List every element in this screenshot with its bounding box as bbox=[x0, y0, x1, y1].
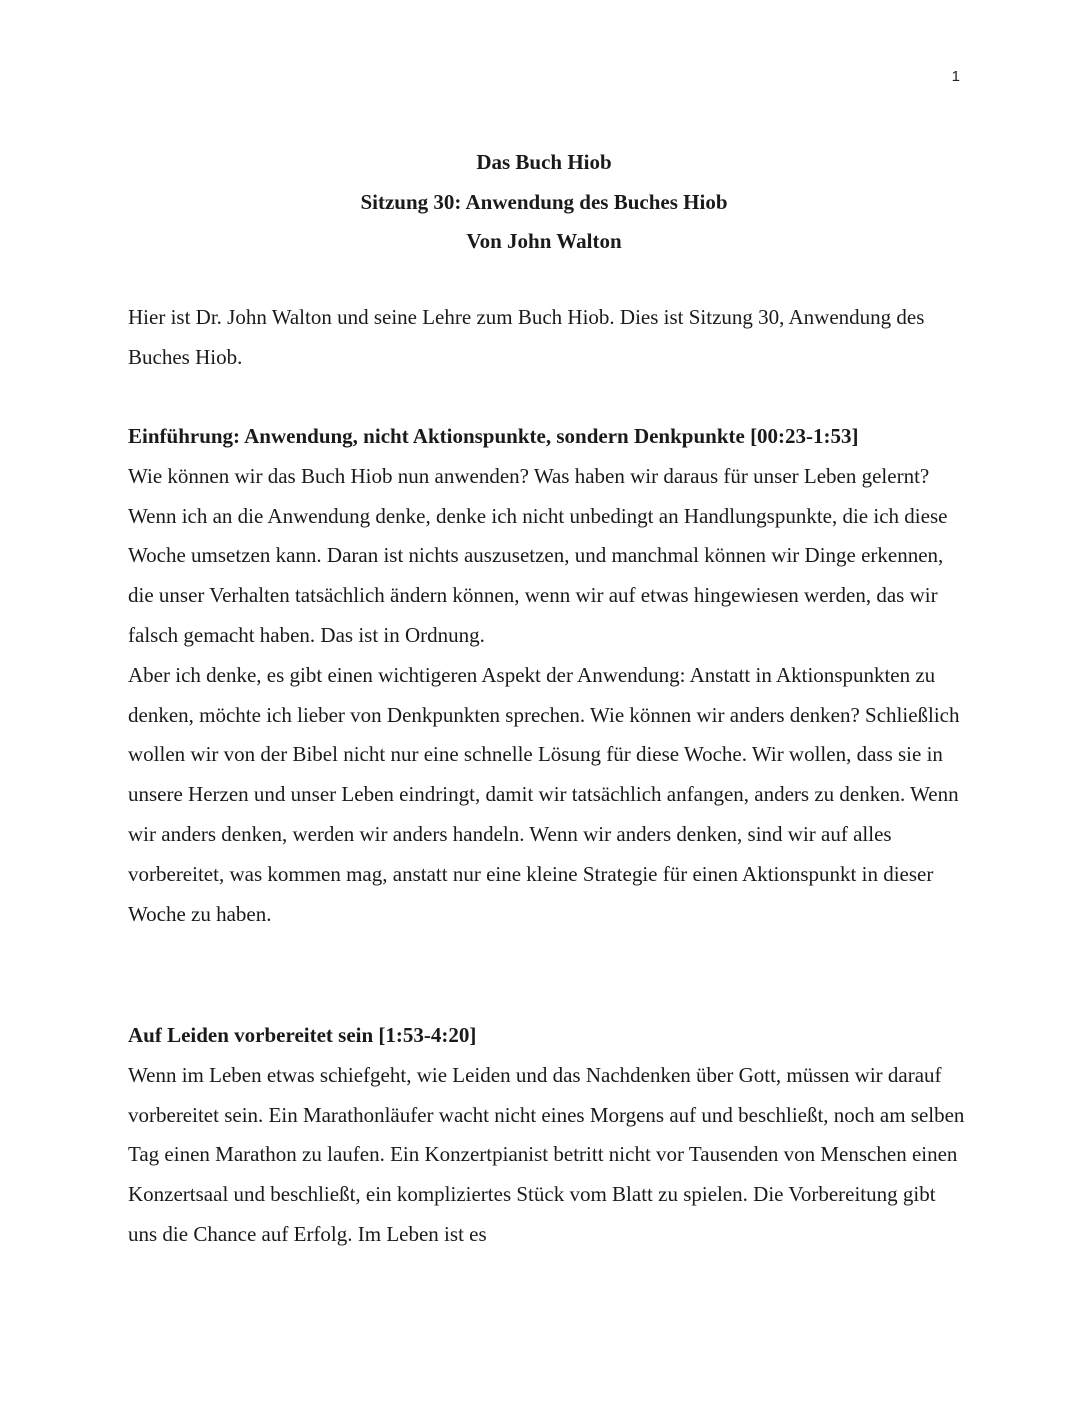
section-introduction bbox=[128, 417, 968, 934]
paragraph: Wie können wir das Buch Hiob nun anwenden? Was haben wir daraus für unser Leben gelernt? Wenn ich an die Anwendung denke, denke ich nicht unbedingt an Handlungspunkte, die ich diese Woche umsetzen kann. Daran ist nichts auszusetzen, und manchmal können wir Dinge erkennen, die unser Verhalten tatsächlich ändern können, wenn wir auf etwas hingewiesen werden, das wir falsch gemacht haben. Das ist in Ordnung. bbox=[128, 463, 948, 647]
section-heading: Auf Leiden vorbereitet sein [1:53-4:20] bbox=[128, 1023, 477, 1047]
section-prepared-for-suffering bbox=[128, 1016, 968, 1255]
intro-block bbox=[128, 298, 968, 378]
author-line: Von John Walton bbox=[466, 229, 622, 253]
title-block bbox=[0, 143, 1088, 262]
section-heading: Einführung: Anwendung, nicht Aktionspunkte, sondern Denkpunkte [00:23-1:53] bbox=[128, 424, 859, 448]
paragraph: Wenn im Leben etwas schiefgeht, wie Leiden und das Nachdenken über Gott, müssen wir darauf vorbereitet sein. Ein Marathonläufer wacht nicht eines Morgens auf und beschließt, noch am selben Tag einen Marathon zu laufen. Ein Konzertpianist betritt nicht vor Tausenden von Menschen einen Konzertsaal und beschließt, ein kompliziertes Stück vom Blatt zu spielen. Die Vorbereitung gibt uns die Chance auf Erfolg. Im Leben ist es bbox=[128, 1062, 965, 1246]
page-number: 1 bbox=[951, 68, 960, 85]
session-title: Sitzung 30: Anwendung des Buches Hiob bbox=[360, 189, 728, 214]
document-title: Das Buch Hiob bbox=[476, 150, 612, 174]
paragraph: Aber ich denke, es gibt einen wichtigeren Aspekt der Anwendung: Anstatt in Aktionspunkten zu denken, möchte ich lieber von Denkpunkten sprechen. Wie können wir anders denken? Schließlich wollen wir von der Bibel nicht nur eine schnelle Lösung für diese Woche. Wir wollen, dass sie in unsere Herzen und unser Leben eindringt, damit wir tatsächlich anfangen, anders zu denken. Wenn wir anders denken, werden wir anders handeln. Wenn wir anders denken, sind wir auf alles vorbereitet, was kommen mag, anstatt nur eine kleine Strategie für einen Aktionspunkt in dieser Woche zu haben. bbox=[128, 662, 960, 926]
intro-paragraph: Hier ist Dr. John Walton und seine Lehre zum Buch Hiob. Dies ist Sitzung 30, Anwendung des Buches Hiob. bbox=[128, 305, 925, 369]
